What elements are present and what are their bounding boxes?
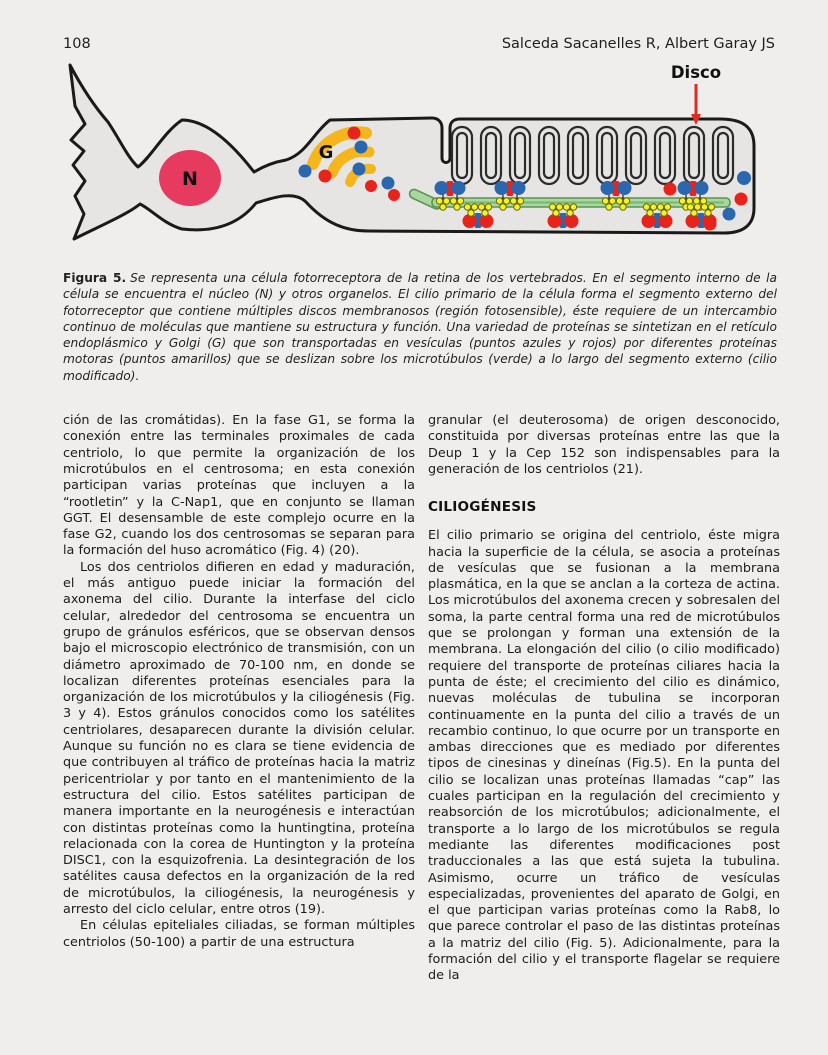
figure-caption-label: Figura 5. <box>63 271 127 285</box>
nucleus-label: N <box>182 168 198 190</box>
figure-caption-text: Se representa una célula fotorreceptora de la retina de los vertebrados. En el segmento interno de la célula se encuentra el núcleo (N) y otros organelos. El cilio primario de la célula forma el segmento externo del fotorreceptor que contiene múltiples discos membranosos (región fotosensible), éste requiere de un intercambio continuo de moléculas que mantiene su estructura y función. Una variedad de proteínas se sintetizan en el retículo endoplásmico y Golgi (G) que son transportadas en vesículas (puntos azules y rojos) por diferentes proteínas motoras (puntos amarillos) que se deslizan sobre los microtúbulos (verde) a lo largo del segmento externo (cilio modificado). <box>63 271 777 383</box>
motor-complex-red <box>463 204 494 228</box>
running-head-authors: Salceda Sacanelles R, Albert Garay JS <box>501 36 775 52</box>
body-text <box>63 413 780 985</box>
figure-5-illustration <box>58 62 788 262</box>
paragraph: El cilio primario se origina del centriolo, éste migra hacia la superficie de la célula, se asocia a proteínas de vesículas que se fusionan a la membrana plasmática, en la que se anclan a la corteza de actina. Los microtúbulos del axonema crecen y sobresalen del soma, la parte central forma una red de microtúbulos que se prolongan y forman una extensión de la membrana. La elongación del cilio (o cilio modificado) requiere del transporte de proteínas ciliares hacia la punta de éste; el crecimiento del cilio es dinámico, nuevas moléculas de tubulina se incorporan continuamente en la punta del cilio a través de un recambio continuo, lo que ocurre por un transporte en ambas direcciones que es mediado por diferentes tipos de cinesinas y dineínas (Fig.5). En la punta del cilio se localizan unas proteínas llamadas “cap” las cuales participan en la regulación del crecimiento y reabsorción de los microtúbulos; adicionalmente, el transporte a lo largo de los microtúbulos se regula mediante las diferentes modificaciones post traduccionales a las que está sujeta la tubulina. Asimismo, ocurre un tráfico de vesículas especializadas, provenientes del aparato de Golgi, en el que participan varias proteínas como la Rab8, lo que parece controlar el paso de las distintas proteínas a la matriz del cilio (Fig. 5). Adicionalmente, para la formación del cilio y el transporte flagelar se requiere de la <box>428 528 780 984</box>
right-column <box>428 413 780 985</box>
disc-label: Disco <box>670 63 722 82</box>
paragraph: ción de las cromátidas). En la fase G1, se forma la conexión entre las terminales proximales de cada centriolo, lo que permite la organización de los microtúbulos en el centrosoma; en esta conexión participan varias proteínas que incluyen a la “rootletin” y la C-Nap1, que en conjunto se llaman GGT. El desensamble de este complejo ocurre en la fase G2, cuando los dos centrosomas se separan para la formación del huso acromático (Fig. 4) (20). <box>63 413 415 559</box>
golgi-label: G <box>318 142 334 163</box>
motor-complex-red <box>642 204 673 228</box>
paragraph: En células epiteliales ciliadas, se forman múltiples centriolos (50-100) a partir de una estructura <box>63 918 415 950</box>
paragraph: granular (el deuterosoma) de origen desconocido, constituida por diversas proteínas entre las que la Deup 1 y la Cep 152 son indispensables para la generación de los centriolos (21). <box>428 413 780 477</box>
section-heading-ciliogenesis: CILIOGÉNESIS <box>428 499 537 516</box>
paragraph: Los dos centriolos difieren en edad y maduración, el más antiguo puede iniciar la formación del axonema del cilio. Durante la interfase del ciclo celular, alrededor del centrosoma se encuentra un grupo de gránulos esféricos, que se observan densos bajo el microscopio electrónico de transmisión, con un diámetro aproximado de 70-100 nm, en donde se localizan diferentes proteínas esenciales para la organización de los microtúbulos y la ciliogénesis (Fig. 3 y 4). Estos gránulos conocidos como los satélites centriolares, desaparecen durante la división celular. Aunque su función no es clara se tiene evidencia de que contribuyen al tráfico de proteínas hacia la matriz pericentriolar y por tanto en el mantenimiento de la estructura del cilio. Estos satélites participan de manera importante en la neurogénesis e interactúan con distintas proteínas como la huntingtina, proteína relacionada con la corea de Huntington y la proteína DISC1, con la esquizofrenia. La desintegración de los satélites causa defectos en la organización de la red de microtúbulos, la ciliogénesis, la neurogénesis y arresto del ciclo celular, entre otros (19). <box>63 559 415 917</box>
motor-complex-red <box>548 204 579 228</box>
left-column <box>63 413 415 985</box>
photoreceptor-diagram <box>58 62 788 262</box>
page-header <box>63 36 775 52</box>
page-number: 108 <box>63 36 91 52</box>
figure-caption <box>63 270 777 384</box>
